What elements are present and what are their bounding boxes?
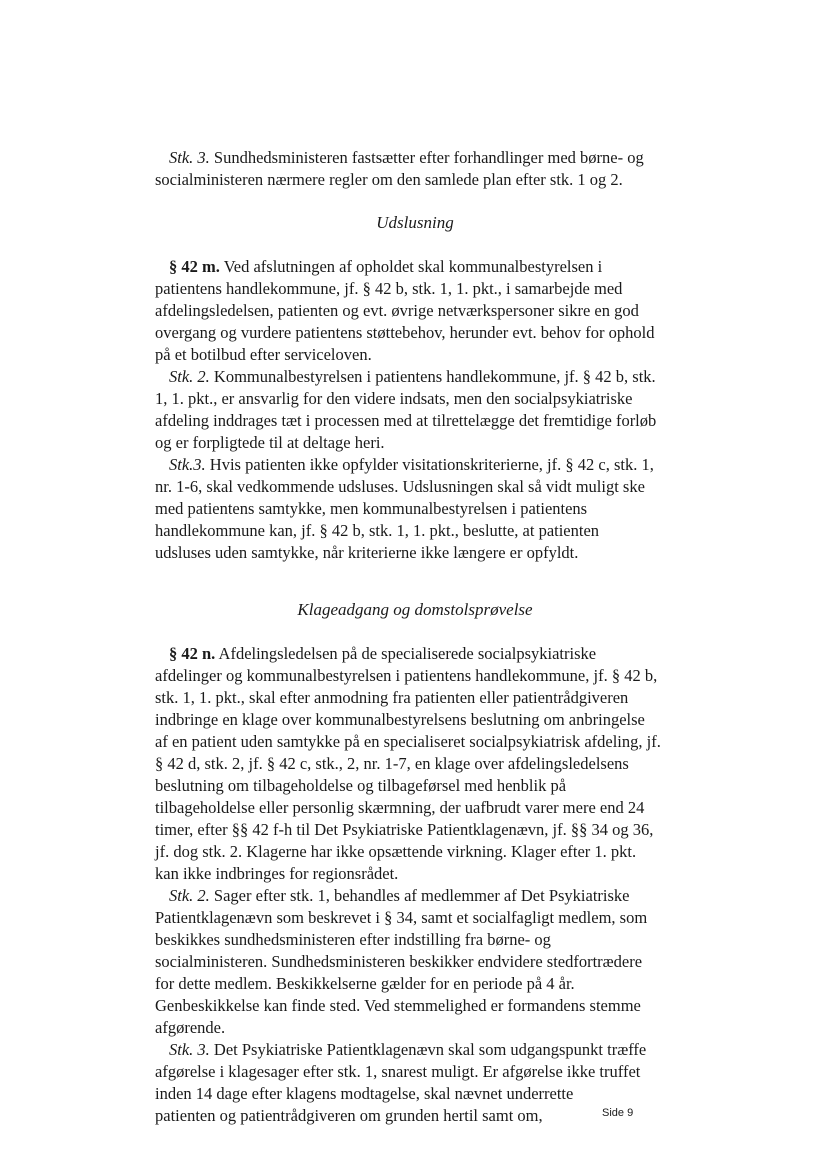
text-line: indbringe en klage over kommunalbestyrelsens beslutning om anbringelse (155, 710, 645, 729)
paragraph-42n (155, 643, 675, 1127)
text-line: afdelingsledelsen, patienten og evt. øvrige netværkspersoner sikre en god (155, 301, 639, 320)
text-line: og er forpligtede til at deltage heri. (155, 433, 385, 452)
text-line: Patientklagenævn som beskrevet i § 34, samt et socialfagligt medlem, som (155, 908, 648, 927)
text-line: Stk. 3. Det Psykiatriske Patientklagenævn skal som udgangspunkt træffe (169, 1040, 647, 1059)
text-line: § 42 n. Afdelingsledelsen på de specialiserede socialpsykiatriske (169, 644, 597, 663)
text-line: nr. 1-6, skal vedkommende udsluses. Udslusningen skal så vidt muligt ske (155, 477, 645, 496)
text-line: afdelinger og kommunalbestyrelsen i patientens handlekommune, jf. § 42 b, (155, 666, 658, 685)
text-line: af en patient uden samtykke på en specialiseret socialpsykiatrisk afdeling, jf. (155, 732, 661, 751)
text-line: inden 14 dage efter klagens modtagelse, skal nævnet underrette (155, 1084, 574, 1103)
text-line: socialministeren nærmere regler om den samlede plan efter stk. 1 og 2. (155, 170, 623, 189)
text-line: socialministeren. Sundhedsministeren beskikker endvidere stedfortrædere (155, 952, 643, 971)
text-line: udsluses uden samtykke, når kriterierne ikke længere er opfyldt. (155, 543, 579, 562)
text-line: patienten og patientrådgiveren om grunden hertil samt om, (155, 1106, 543, 1125)
text-line: på et botilbud efter serviceloven. (155, 345, 372, 364)
section-heading-udslusning: Udslusning (376, 213, 454, 232)
stk-label: Stk.3. (169, 455, 206, 474)
text-line: med patientens samtykke, men kommunalbestyrelsen i patientens (155, 499, 588, 518)
text-line: 1, 1. pkt., er ansvarlig for den videre indsats, men den socialpsykiatriske (155, 389, 633, 408)
text-line: Stk. 3. Sundhedsministeren fastsætter efter forhandlinger med børne- og (169, 148, 644, 167)
stk-label: Stk. 2. (169, 886, 210, 905)
stk-label: Stk. 2. (169, 367, 210, 386)
text-line: kan ikke indbringes for regionsrådet. (155, 864, 399, 883)
section-heading-klageadgang: Klageadgang og domstolsprøvelse (297, 600, 533, 619)
paragraph-label: § 42 m. (169, 257, 220, 276)
text-line: jf. dog stk. 2. Klagerne har ikke opsættende virkning. Klager efter 1. pkt. (155, 842, 637, 861)
page-number: Side 9 (602, 1107, 634, 1119)
text-line: Genbeskikkelse kan finde sted. Ved stemmelighed er formandens stemme (155, 996, 641, 1015)
text-line: afgørelse i klagesager efter stk. 1, snarest muligt. Er afgørelse ikke truffet (155, 1062, 641, 1081)
paragraph-label: § 42 n. (169, 644, 216, 663)
text-line: Stk. 2. Kommunalbestyrelsen i patientens handlekommune, jf. § 42 b, stk. (169, 367, 656, 386)
text-line: afdeling inddrages tæt i processen med at tilrettelægge det fremtidige forløb (155, 411, 657, 430)
text-line: § 42 d, stk. 2, jf. § 42 c, stk., 2, nr. 1-7, en klage over afdelingsledelsens (155, 754, 629, 773)
text-line: afgørende. (155, 1018, 226, 1037)
text-line: timer, efter §§ 42 f-h til Det Psykiatriske Patientklagenævn, jf. §§ 34 og 36, (155, 820, 654, 839)
text-line: Stk.3. Hvis patienten ikke opfylder visitationskriterierne, jf. § 42 c, stk. 1, (169, 455, 654, 474)
paragraph-42m (155, 256, 675, 564)
text-line: beskikkes sundhedsministeren efter indstilling fra børne- og (155, 930, 551, 949)
text-line: beslutning om tilbageholdelse og tilbageførsel med henblik på (155, 776, 567, 795)
stk3-section-top (155, 147, 675, 191)
text-line: for dette medlem. Beskikkelserne gælder for en periode på 4 år. (155, 974, 575, 993)
text-line: overgang og vurdere patientens støttebehov, herunder evt. behov for ophold (155, 323, 655, 342)
text-line: stk. 1, 1. pkt., skal efter anmodning fra patienten eller patientrådgiveren (155, 688, 629, 707)
stk-label: Stk. 3. (169, 148, 210, 167)
stk-label: Stk. 3. (169, 1040, 210, 1059)
text-line: § 42 m. Ved afslutningen af opholdet skal kommunalbestyrelsen i (169, 257, 603, 276)
text-line: tilbageholdelse eller personlig skærmning, der uafbrudt varer mere end 24 (155, 798, 645, 817)
text-line: Stk. 2. Sager efter stk. 1, behandles af medlemmer af Det Psykiatriske (169, 886, 630, 905)
text-line: patientens handlekommune, jf. § 42 b, stk. 1, 1. pkt., i samarbejde med (155, 279, 623, 298)
text-line: handlekommune kan, jf. § 42 b, stk. 1, 1. pkt., beslutte, at patienten (155, 521, 600, 540)
